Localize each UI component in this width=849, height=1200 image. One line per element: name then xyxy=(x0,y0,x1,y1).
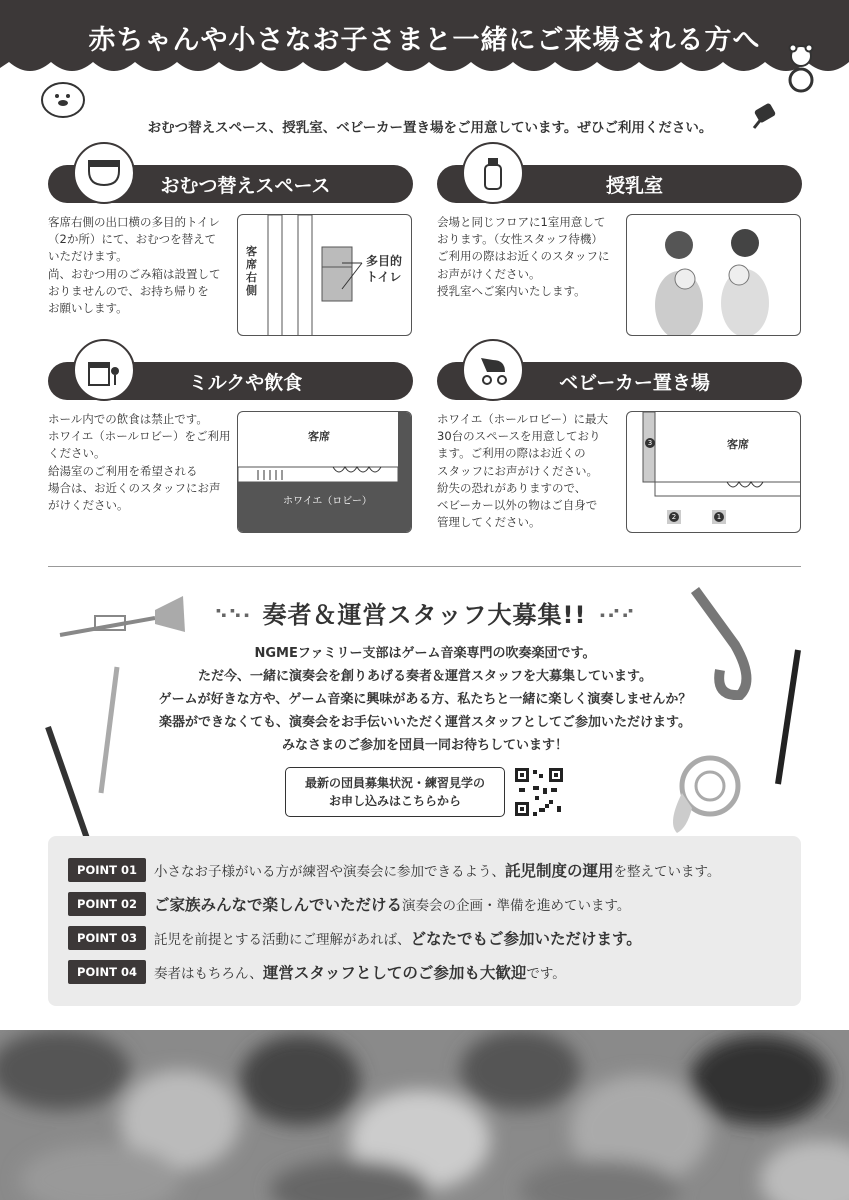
stroller-text xyxy=(437,411,622,531)
food-map-seat-label: 客席 xyxy=(308,430,330,443)
diaper-map-toilet-line: トイレ xyxy=(366,270,402,284)
food-section-title: ミルクや飲食 xyxy=(188,371,303,394)
stroller-marker: 3 xyxy=(645,438,655,448)
diaper-text-line: いただけます。 xyxy=(48,249,128,264)
food-map-foyer-label: ホワイエ（ロビー） xyxy=(283,496,372,507)
stroller-section-title: ベビーカー置き場 xyxy=(559,371,710,394)
point-badge: POINT 02 xyxy=(68,892,146,916)
point-text-pre: 託児を前提とする活動にご理解があれば、 xyxy=(154,932,411,948)
stroller-text-line: 紛失の恐れがありますので、 xyxy=(437,480,587,495)
point-badge: POINT 01 xyxy=(68,858,146,882)
point-text-bold: どなたでもご参加いただけます。 xyxy=(410,930,642,948)
point-text-pre: 奏者はもちろん、 xyxy=(154,966,263,982)
point-row xyxy=(68,891,630,917)
diaper-map xyxy=(237,214,412,336)
diaper-text xyxy=(48,214,233,317)
page-title: 赤ちゃんや小さなお子さまと一緒にご来場される方へ xyxy=(88,25,761,56)
recruit-title xyxy=(0,595,849,630)
diaper-text-line: 客席右側の出口横の多目的トイレ xyxy=(48,215,220,229)
stroller-map-seat-label: 客席 xyxy=(727,438,749,451)
qr-caption xyxy=(285,767,505,817)
food-text-line: ホワイエ（ホールロビー）をご利用 xyxy=(48,429,231,444)
point-text xyxy=(154,859,720,881)
diaper-text-line: 尚、おむつ用のごみ箱は設置して xyxy=(48,266,221,281)
food-text-line: 給湯室のご利用を希望される xyxy=(48,463,198,478)
point-text xyxy=(154,893,630,915)
recruit-title-text: 奏者＆運営スタッフ大募集!! xyxy=(262,601,587,629)
qr-code[interactable] xyxy=(513,766,565,818)
point-text-post: です。 xyxy=(526,966,566,982)
recruit-line: 楽器ができなくても、演奏会をお手伝いいただく運営スタッフとしてご参加いただけます。 xyxy=(159,715,691,730)
nursing-illustration xyxy=(626,214,801,336)
point-row xyxy=(68,959,566,985)
nursing-text-line: 授乳室へご案内いたします。 xyxy=(437,283,586,298)
stroller-text-line: ホワイエ（ホールロビー）に最大 xyxy=(437,412,609,426)
recruit-line: ただ今、一緒に演奏会を創りあげる奏者＆運営スタッフを大募集しています。 xyxy=(198,669,652,684)
diaper-map-toilet-label xyxy=(366,253,402,285)
point-text-bold: 運営スタッフとしてのご参加も大歓迎 xyxy=(262,964,527,982)
stroller-map xyxy=(626,411,801,533)
food-text xyxy=(48,411,233,514)
nursing-text-line: お声がけください。 xyxy=(437,266,541,281)
recruit-title-deco-left: ⠑⠑⠂ xyxy=(214,607,263,628)
point-text-bold: 託児制度の運用 xyxy=(505,862,614,880)
point-badge: POINT 03 xyxy=(68,926,146,950)
qr-caption-line: 最新の団員募集状況・練習見学の xyxy=(304,776,485,790)
seal-icon xyxy=(38,72,88,120)
nursing-section-title: 授乳室 xyxy=(605,174,663,197)
baby-bottle-icon xyxy=(462,142,524,204)
recruit-line: ゲームが好きな方や、ゲーム音楽に興味がある方、私たちと一緒に楽しく演奏しませんか？ xyxy=(158,692,692,707)
intro-text: おむつ替えスペース、授乳室、ベビーカー置き場をご用意しています。ぜひご利用ください。 xyxy=(147,120,713,136)
stroller-text-line: ます。ご利用の際はお近くの xyxy=(437,446,586,461)
stroller-marker: 1 xyxy=(714,512,724,522)
blurred-audience-photo xyxy=(0,1030,849,1200)
diaper-icon xyxy=(73,142,135,204)
nursing-text-line: ご利用の際はお近くのスタッフに xyxy=(437,249,610,264)
diaper-map-toilet-line: 多目的 xyxy=(366,254,403,268)
diaper-text-line: お願いします。 xyxy=(48,301,128,316)
stroller-icon xyxy=(462,339,524,401)
clarinet-icon xyxy=(768,648,808,788)
stroller-text-line: スタッフにお声がけください。 xyxy=(437,463,598,478)
food-text-line: がけください。 xyxy=(48,498,129,513)
stroller-text-line: 管理してください。 xyxy=(437,515,541,530)
stroller-text-line: ベビーカー以外の物はご自身で xyxy=(437,498,598,513)
stroller-marker: 2 xyxy=(669,512,679,522)
recruit-line: みなさまのご参加を団員一同お待ちしています！ xyxy=(281,738,568,753)
horn-icon xyxy=(662,738,762,838)
point-text xyxy=(154,927,642,949)
point-row xyxy=(68,925,642,951)
recruit-line: NGMEファミリー支部はゲーム音楽専門の吹奏楽団です。 xyxy=(254,646,596,661)
header-banner xyxy=(0,0,849,95)
point-text-pre: 小さなお子様がいる方が練習や演奏会に参加できるよう、 xyxy=(154,864,505,880)
diaper-map-seat-label: 客席右側 xyxy=(246,245,257,297)
rattle-icon xyxy=(780,42,822,94)
diaper-text-line: おりませんので、お持ち帰りを xyxy=(48,283,209,298)
point-row xyxy=(68,857,720,883)
stroller-text-line: 30台のスペースを用意しており xyxy=(437,429,601,444)
point-badge: POINT 04 xyxy=(68,960,146,984)
point-text xyxy=(154,961,566,983)
section-divider xyxy=(48,566,801,567)
qr-caption-line: お申し込みはこちらから xyxy=(328,794,461,808)
nursing-text-line: おります。（女性スタッフ待機） xyxy=(437,232,603,247)
toy-icon xyxy=(748,98,782,134)
recruit-title-deco-right: ⠐⠊⠊ xyxy=(586,607,635,628)
food-map xyxy=(237,411,412,533)
point-text-bold: ご家族みんなで楽しんでいただける xyxy=(154,896,403,914)
diaper-text-line: （2か所）にて、おむつを替えて xyxy=(48,232,217,247)
nursing-text xyxy=(437,214,622,300)
diaper-section-title: おむつ替えスペース xyxy=(160,174,331,197)
oboe-icon xyxy=(42,725,102,850)
food-text-line: 場合は、お近くのスタッフにお声 xyxy=(48,480,221,495)
point-text-post: を整えています。 xyxy=(613,864,721,880)
food-text-line: ホール内での飲食は禁止です。 xyxy=(48,412,208,426)
food-text-line: ください。 xyxy=(48,446,106,461)
nursing-text-line: 会場と同じフロアに1室用意して xyxy=(437,215,606,229)
milk-can-icon xyxy=(73,339,135,401)
point-text-post: 演奏会の企画・準備を進めています。 xyxy=(402,898,631,914)
points-panel xyxy=(48,836,801,1006)
